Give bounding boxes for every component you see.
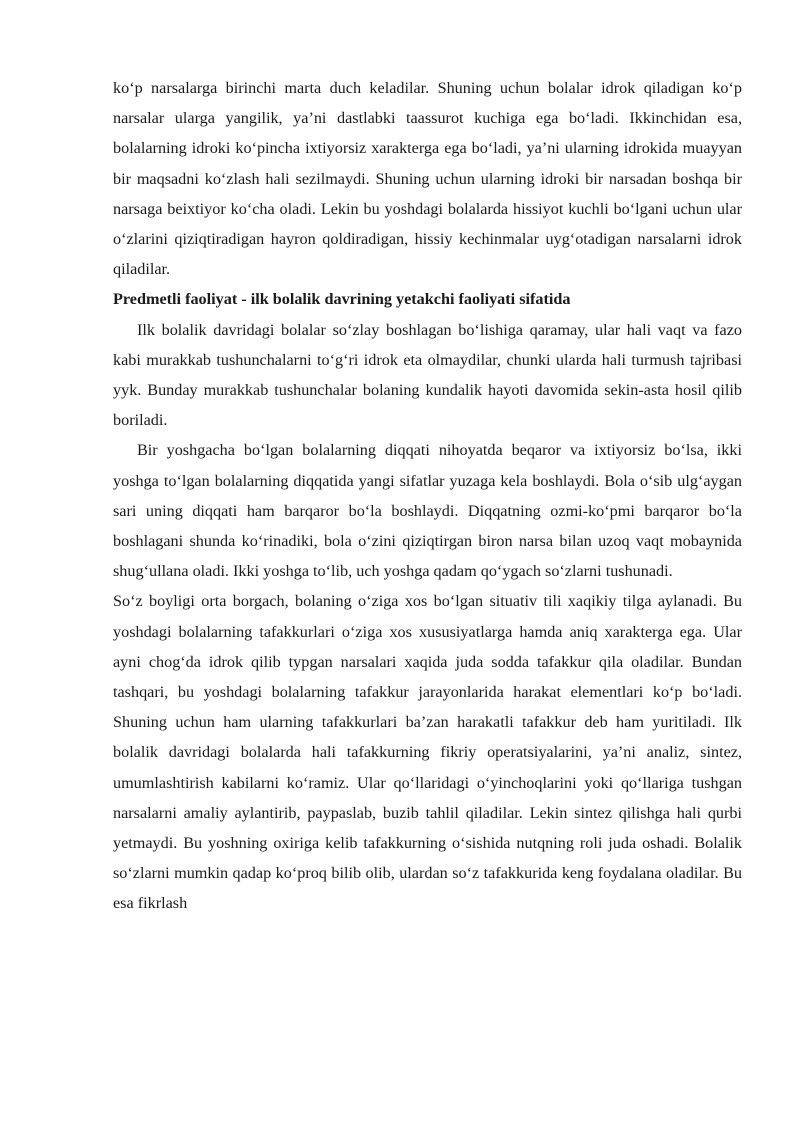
document-page xyxy=(113,73,742,919)
paragraph-4: So‘z boyligi orta borgach, bolaning o‘ziga xos bo‘lgan situativ tili xaqikiy tilga aylanadi. Bu yoshdagi bolalarning tafakkurlari o‘ziga xos xususiyatlarga hamda aniq xarakterga ega. Ular ayni chog‘da idrok qilib typgan narsalari xaqida juda sodda tafakkur qila oladilar. Bundan tashqari, bu yoshdagi bolalarning tafakkur jarayonlarida harakat elementlari ko‘p bo‘ladi. Shuning uchun ham ularning tafakkurlari ba’zan harakatli tafakkur deb ham yuritiladi. Ilk bolalik davridagi bolalarda hali tafakkurning fikriy operatsiyalarini, ya’ni analiz, sintez, umumlashtirish kabilarni ko‘ramiz. Ular qo‘llaridagi o‘yinchoqlarini yoki qo‘llariga tushgan narsalarni amaliy aylantirib, paypaslab, buzib tahlil qiladilar. Lekin sintez qilishga hali qurbi yetmaydi. Bu yoshning oxiriga kelib tafakkurning o‘sishida nutqning roli juda oshadi. Bolalik so‘zlarni mumkin qadap ko‘proq bilib olib, ulardan so‘z tafakkurida keng foydalana oladilar. Bu esa fikrlash xyxy=(113,592,742,913)
paragraph-3: Bir yoshgacha bo‘lgan bolalarning diqqati nihoyatda beqaror va ixtiyorsiz bo‘lsa, ikki yoshga to‘lgan bolalarning diqqatida yangi sifatlar yuzaga kela boshlaydi. Bola o‘sib ulg‘aygan sari uning diqqati ham barqaror bo‘la boshlaydi. Diqqatning ozmi-ko‘pmi barqaror bo‘la boshlagani shunda ko‘rinadiki, bola o‘zini qiziqtirgan biron narsa bilan uzoq vaqt mobaynida shug‘ullana oladi. Ikki yoshga to‘lib, uch yoshga qadam qo‘ygach so‘zlarni tushunadi. xyxy=(113,441,742,581)
paragraph-2: Ilk bolalik davridagi bolalar so‘zlay boshlagan bo‘lishiga qaramay, ular hali vaqt va fazo kabi murakkab tushunchalarni to‘g‘ri idrok eta olmaydilar, chunki ularda hali turmush tajribasi yyk. Bunday murakkab tushunchalar bolaning kundalik hayoti davomida sekin-asta hosil qilib boriladi. xyxy=(113,320,742,430)
paragraph-1: ko‘p narsalarga birinchi marta duch keladilar. Shuning uchun bolalar idrok qiladigan ko‘p narsalar ularga yangilik, ya’ni dastlabki taassurot kuchiga ega bo‘ladi. Ikkinchidan esa, bolalarning idroki ko‘pincha ixtiyorsiz xarakterga ega bo‘ladi, ya’ni ularning idrokida muayyan bir maqsadni ko‘zlash hali sezilmaydi. Shuning uchun ularning idroki bir narsadan boshqa bir narsaga beixtiyor ko‘cha oladi. Lekin bu yoshdagi bolalarda hissiyot kuchli bo‘lgani uchun ular o‘zlarini qiziqtiradigan hayron qoldiradigan, hissiy kechinmalar uyg‘otadigan narsalarni idrok qiladilar. xyxy=(113,79,742,279)
section-heading: Predmetli faoliyat - ilk bolalik davrining yetakchi faoliyati sifatida xyxy=(113,290,571,309)
